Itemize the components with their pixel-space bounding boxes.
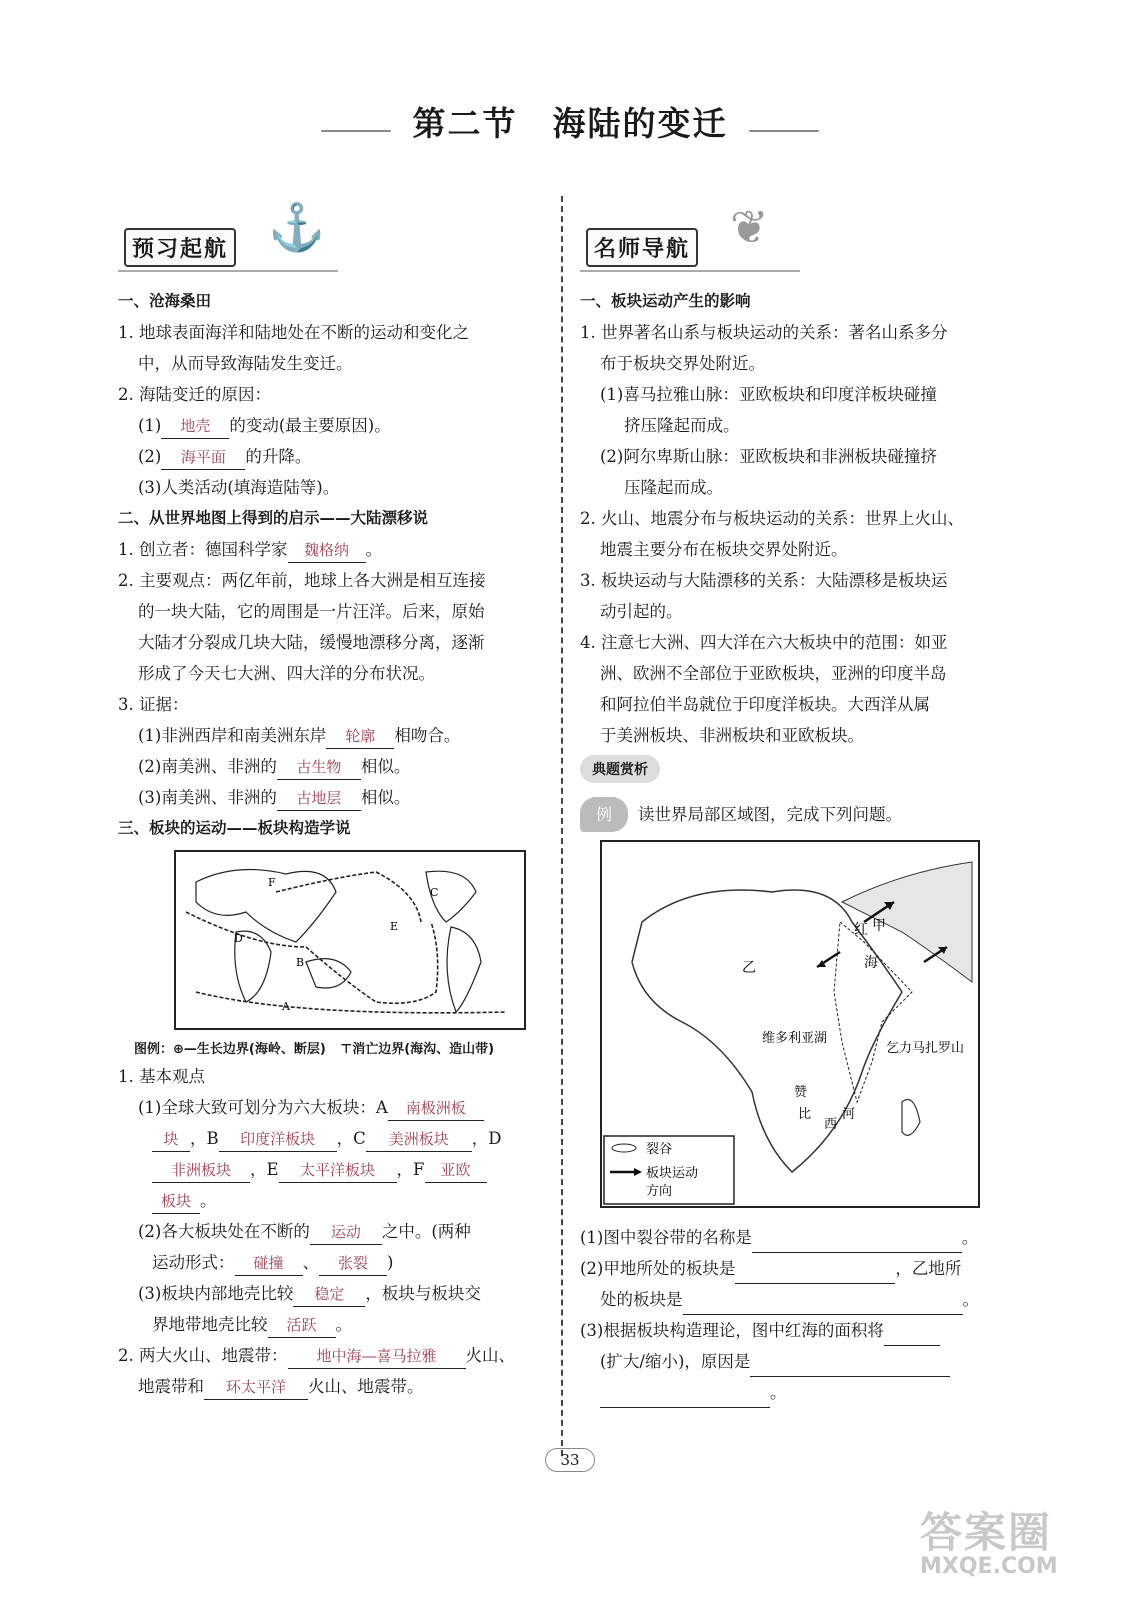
banner-label: 预习起航 bbox=[124, 228, 236, 267]
fill-line: 界地带地壳比较 活跃 。 bbox=[118, 1309, 548, 1340]
answer-blank[interactable] bbox=[735, 1263, 895, 1284]
svg-text:维多利亚湖: 维多利亚湖 bbox=[762, 1031, 828, 1046]
answer-blank[interactable]: 海平面 bbox=[161, 445, 245, 470]
page-number: 33 bbox=[0, 1448, 1140, 1472]
fill-line: (2)各大板块处在不断的 运动 之中。(两种 bbox=[118, 1216, 548, 1247]
text-line: 1. 世界著名山系与板块运动的关系：著名山系多分 bbox=[580, 323, 948, 342]
text-line: 大陆才分裂成几块大陆，缓慢地漂移分离，逐渐 bbox=[138, 633, 485, 652]
text-line: 布于板块交界处附近。 bbox=[600, 354, 765, 373]
text-line: 4. 注意七大洲、四大洋在六大板块中的范围：如亚 bbox=[580, 633, 948, 652]
trench-icon: ⊤ bbox=[340, 1042, 353, 1057]
svg-text:裂谷: 裂谷 bbox=[646, 1142, 673, 1157]
text-line: 1. 地球表面海洋和陆地处在不断的运动和变化之 bbox=[118, 323, 469, 342]
section-heading: 三、板块的运动——板块构造学说 bbox=[118, 819, 351, 837]
section-heading: 二、从世界地图上得到的启示——大陆漂移说 bbox=[118, 509, 429, 527]
question-3: (3)根据板块构造理论，图中红海的面积将 bbox=[580, 1315, 1010, 1346]
right-column bbox=[580, 200, 1010, 1408]
text-line: 3. 证据： bbox=[118, 695, 189, 714]
svg-text:板块运动: 板块运动 bbox=[646, 1166, 699, 1181]
text-line: 中，从而导致海陆发生变迁。 bbox=[138, 354, 353, 373]
text-line: 动引起的。 bbox=[600, 602, 683, 621]
svg-text:西: 西 bbox=[824, 1117, 838, 1132]
plate-label-d: D bbox=[234, 932, 243, 945]
example-analysis-tag: 典题赏析 bbox=[580, 755, 660, 783]
text-line: 洲、欧洲不全部位于亚欧板块，亚洲的印度半岛 bbox=[600, 664, 947, 683]
svg-text:赞: 赞 bbox=[794, 1085, 808, 1100]
plate-label-e: E bbox=[390, 920, 399, 933]
section-heading: 一、板块运动产生的影响 bbox=[580, 292, 751, 310]
fill-line: (3)南美洲、非洲的 古地层 相似。 bbox=[118, 782, 548, 813]
text-line: 挤压隆起而成。 bbox=[624, 416, 740, 435]
fill-line: 块 ，B 印度洋板块 ，C 美洲板块 ，D bbox=[118, 1123, 548, 1154]
text-line: 于美洲板块、非洲板块和亚欧板块。 bbox=[600, 726, 864, 745]
text-line: (2)阿尔卑斯山脉：亚欧板块和非洲板块碰撞挤 bbox=[600, 447, 937, 466]
svg-text:红: 红 bbox=[854, 922, 868, 938]
text-line: 2. 海陆变迁的原因： bbox=[118, 385, 271, 404]
right-ornament bbox=[749, 130, 819, 132]
text-line: 2. 火山、地震分布与板块运动的关系：世界上火山、 bbox=[580, 509, 964, 528]
text-line: 形成了今天七大洲、四大洋的分布状况。 bbox=[138, 664, 435, 683]
plate-label-b: B bbox=[296, 956, 305, 969]
question-3c: 。 bbox=[580, 1377, 1010, 1408]
text-line: 3. 板块运动与大陆漂移的关系：大陆漂移是板块运 bbox=[580, 571, 948, 590]
answer-blank[interactable]: 地壳 bbox=[161, 414, 229, 439]
preview-banner bbox=[118, 200, 548, 274]
fill-line: 地震带和 环太平洋 火山、地震带。 bbox=[118, 1371, 548, 1402]
answer-blank[interactable]: 古生物 bbox=[277, 755, 361, 780]
text-line: (1)喜马拉雅山脉：亚欧板块和印度洋板块碰撞 bbox=[600, 385, 937, 404]
column-divider bbox=[561, 196, 563, 1456]
left-ornament bbox=[321, 130, 391, 132]
text-line: 和阿拉伯半岛就位于印度洋板块。大西洋从属 bbox=[600, 695, 930, 714]
fill-line: 运动形式： 碰撞 、 张裂 ) bbox=[118, 1247, 548, 1278]
text-line: 1. 基本观点 bbox=[118, 1067, 205, 1086]
fill-line: (1) 地壳 的变动(最主要原因)。 bbox=[118, 410, 548, 441]
guide-banner bbox=[580, 200, 1010, 274]
question-2: (2)甲地所处的板块是 ，乙地所 bbox=[580, 1253, 1010, 1284]
plate-label-f: F bbox=[268, 876, 276, 889]
answer-blank[interactable]: 古地层 bbox=[277, 786, 361, 811]
fill-line: (2) 海平面 的升降。 bbox=[118, 441, 548, 472]
text-line: (3)人类活动(填海造陆等)。 bbox=[138, 478, 340, 497]
text-line: 2. 主要观点：两亿年前，地球上各大洲是相互连接 bbox=[118, 571, 486, 590]
answer-blank[interactable] bbox=[884, 1325, 940, 1346]
africa-map bbox=[600, 840, 980, 1208]
question-2b: 处的板块是 。 bbox=[580, 1284, 1010, 1315]
fill-line: (2)南美洲、非洲的 古生物 相似。 bbox=[118, 751, 548, 782]
answer-blank[interactable] bbox=[600, 1387, 770, 1408]
answer-blank[interactable] bbox=[752, 1232, 962, 1253]
fill-line: 2. 两大火山、地震带： 地中海—喜马拉雅 火山、 bbox=[118, 1340, 548, 1371]
section-heading: 一、沧海桑田 bbox=[118, 292, 212, 310]
fill-line: 非洲板块 ，E 太平洋板块 ，F 亚欧 bbox=[118, 1154, 548, 1185]
answer-blank[interactable] bbox=[750, 1356, 950, 1377]
svg-text:河: 河 bbox=[842, 1107, 856, 1122]
svg-text:甲: 甲 bbox=[872, 918, 886, 934]
example-prompt: 例 读世界局部区域图，完成下列问题。 bbox=[580, 797, 1010, 832]
svg-text:比: 比 bbox=[798, 1107, 812, 1122]
svg-text:乙: 乙 bbox=[742, 960, 756, 976]
plate-map bbox=[174, 850, 526, 1030]
svg-text:乞力马扎罗山: 乞力马扎罗山 bbox=[886, 1041, 965, 1056]
answer-blank[interactable] bbox=[683, 1294, 963, 1315]
fill-line: 1. 创立者：德国科学家 魏格纳 。 bbox=[118, 534, 548, 565]
banner-label: 名师导航 bbox=[586, 228, 698, 267]
answer-blank[interactable]: 魏格纳 bbox=[288, 538, 366, 563]
page-title bbox=[0, 98, 1140, 145]
left-column bbox=[118, 200, 548, 1402]
swirl-icon: ❦ bbox=[730, 200, 769, 254]
answer-blank[interactable]: 轮廓 bbox=[326, 724, 394, 749]
svg-text:海: 海 bbox=[864, 955, 878, 971]
example-tag: 例 bbox=[580, 797, 628, 832]
fill-line: (3)板块内部地壳比较 稳定 ，板块与板块交 bbox=[118, 1278, 548, 1309]
ridge-icon: ⊕— bbox=[173, 1042, 197, 1057]
text-line: 压隆起而成。 bbox=[624, 478, 723, 497]
fill-line: (1)全球大致可划分为六大板块：A 南极洲板 bbox=[118, 1092, 548, 1123]
svg-text:方向: 方向 bbox=[646, 1184, 673, 1199]
text-line: 的一块大陆，它的周围是一片汪洋。后来，原始 bbox=[138, 602, 485, 621]
text-line: 地震主要分布在板块交界处附近。 bbox=[600, 540, 848, 559]
anchor-icon: ⚓ bbox=[268, 200, 326, 254]
question-3b: (扩大/缩小)，原因是 bbox=[580, 1346, 1010, 1377]
fill-line: (1)非洲西岸和南美洲东岸 轮廓 相吻合。 bbox=[118, 720, 548, 751]
watermark: 答案圈 MXQE.COM bbox=[920, 1508, 1058, 1579]
plate-label-c: C bbox=[430, 886, 439, 899]
question-1: (1)图中裂谷带的名称是 。 bbox=[580, 1222, 1010, 1253]
answer-blank[interactable]: 南极洲板 bbox=[388, 1096, 484, 1121]
map-legend: 图例：⊕—生长边界(海岭、断层) ⊤消亡边界(海沟、造山带) bbox=[134, 1042, 495, 1057]
fill-line: 板块 。 bbox=[118, 1185, 548, 1216]
plate-label-a: A bbox=[282, 1000, 290, 1013]
title-text: 第二节 海陆的变迁 bbox=[412, 104, 728, 143]
